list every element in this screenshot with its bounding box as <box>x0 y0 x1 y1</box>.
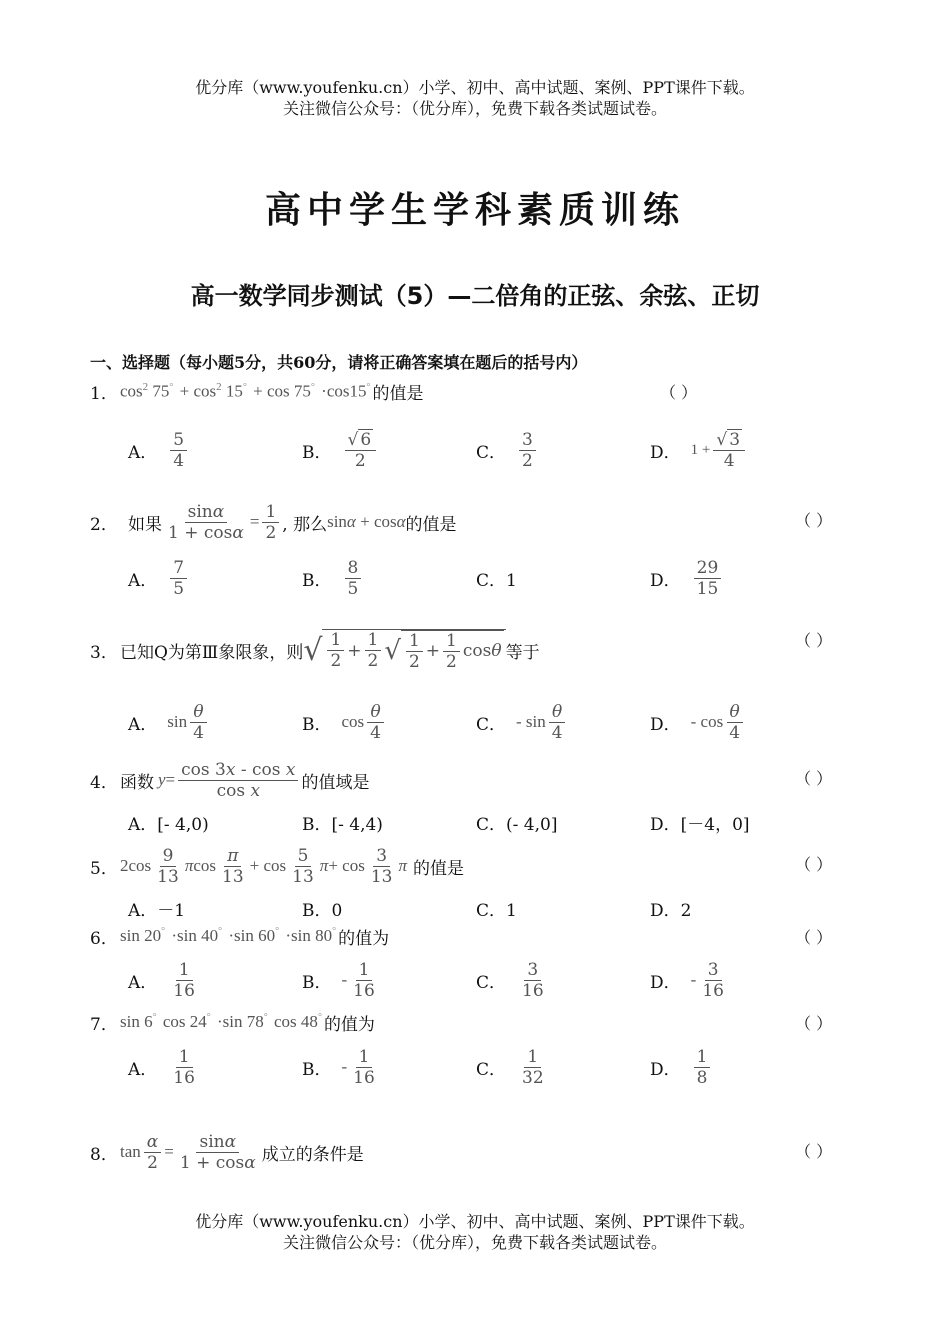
question-number: 7． <box>90 1014 118 1035</box>
option-d: D． - cos $\frac{\theta}{4}$ <box>650 697 746 747</box>
question-2: 2． 如果 $\frac{\sin\alpha}{1 + \cos\alpha}$ = $\frac{1}{2}$ , 那么 sinα + cosα 的值是 <box>90 501 457 543</box>
answer-bracket: （ ） <box>795 1014 833 1033</box>
question-1-expression: $\cos^2 75^\circ + \cos^2 15^\circ + \cos 75^\circ \cdot\cos 15^\circ$ <box>120 380 371 401</box>
answer-bracket: （ ） <box>795 855 833 874</box>
question-7: 7． sin 6° cos 24° ·sin 78° cos 48° 的值为 <box>90 1004 375 1040</box>
question-4: 4． 函数 y = $\frac{\text{cos 3x - cos x}}{\text{cos x}}$ 的值域是 <box>90 759 370 801</box>
option-a: A．－1 <box>128 900 186 921</box>
option-a: A． $\frac{1}{16}$ <box>128 959 195 1001</box>
question-number: 8． <box>90 1144 118 1165</box>
option-b: B． cos $\frac{\theta}{4}$ <box>302 697 387 747</box>
option-d: D． 1 + √ 3 4 <box>650 425 748 475</box>
question-number: 2． <box>90 514 118 535</box>
footer-line-1: 优分库（www.youfenku.cn）小学、初中、高中试题、案例、PPT课件下载。 <box>195 1212 755 1231</box>
answer-bracket: （ ） <box>660 383 698 402</box>
header-line-2: 关注微信公众号：（优分库），免费下载各类试题试卷。 <box>282 99 667 118</box>
option-a: A． sin $\frac{\theta}{4}$ <box>128 697 210 747</box>
option-d: D． $\frac{1}{8}$ <box>650 1042 713 1092</box>
question-3: 3． 已知Q为第Ⅲ象限象，则 √ $\frac{1}{2}$ + $\frac{1}{2}$ √ $\frac{1}{2}$ + $\frac{1}{2}$ cos θ 等于 <box>90 630 540 672</box>
question-text: 已知Q为第Ⅲ象限象，则 <box>120 642 304 663</box>
option-d: D． $\frac{29}{15}$ <box>650 553 724 603</box>
question-number: 3． <box>90 642 118 663</box>
option-b: B． - $\frac{1}{16}$ <box>302 959 375 1001</box>
answer-bracket: （ ） <box>795 631 833 650</box>
page-title: 高中学生学科素质训练 <box>264 190 685 231</box>
option-c: C． - sin $\frac{\theta}{4}$ <box>476 697 569 747</box>
option-b: B．[- 4,4) <box>302 814 383 835</box>
question-number: 5． <box>90 858 118 879</box>
option-c: C． $\frac{1}{32}$ <box>476 1046 544 1088</box>
answer-bracket: （ ） <box>795 511 833 530</box>
option-c: C．1 <box>476 570 517 591</box>
question-number: 6． <box>90 928 118 949</box>
page-subtitle: 高一数学同步测试（5）—二倍角的正弦、余弦、正切 <box>190 282 760 310</box>
answer-bracket: （ ） <box>795 1142 833 1161</box>
option-c: C． $\frac{3}{16}$ <box>476 959 544 1001</box>
question-number: 1． <box>90 383 118 404</box>
question-5: 5． 2cos $\frac{9}{13}$ π cos $\frac{\pi}{13}$ + cos $\frac{5}{13}$ π + cos $\frac{3}{13}$ π 的值是 <box>90 845 464 887</box>
option-b: B．0 <box>302 900 343 921</box>
option-b: B． - $\frac{1}{16}$ <box>302 1046 375 1088</box>
answer-bracket: （ ） <box>795 769 833 788</box>
header-line-1: 优分库（www.youfenku.cn）小学、初中、高中试题、案例、PPT课件下载。 <box>195 78 755 97</box>
option-c: C．(- 4,0] <box>476 814 558 835</box>
footer-line-2: 关注微信公众号：（优分库），免费下载各类试题试卷。 <box>282 1233 667 1252</box>
option-a: A． $\frac{5}{4}$ <box>128 425 190 475</box>
question-8: 8． tan $\frac{\alpha}{2}$ = $\frac{\sin\alpha}{1 + \cos\alpha}$ 成立的条件是 <box>90 1131 364 1173</box>
question-6: 6． sin 20° ·sin 40° ·sin 60° ·sin 80° 的值为 <box>90 918 389 954</box>
section-heading: 一、选择题（每小题5分，共60分，请将正确答案填在题后的括号内） <box>90 353 588 372</box>
option-d: D．[－4，0] <box>650 814 750 835</box>
question-1 <box>90 373 424 409</box>
question-text: 函数 <box>120 772 154 793</box>
option-c: C． $\frac{3}{2}$ <box>476 425 539 475</box>
option-c: C．1 <box>476 900 517 921</box>
answer-bracket: （ ） <box>795 928 833 947</box>
question-text: 如果 <box>128 514 162 535</box>
question-number: 4． <box>90 772 118 793</box>
option-a: A． $\frac{1}{16}$ <box>128 1046 195 1088</box>
option-b: B． √ 6 2 <box>302 425 379 475</box>
option-d: D．2 <box>650 900 692 921</box>
question-text: 的值是 <box>372 383 424 404</box>
option-d: D． - $\frac{3}{16}$ <box>650 959 724 1001</box>
option-a: A．[- 4,0) <box>128 814 209 835</box>
option-a: A． $\frac{7}{5}$ <box>128 553 190 603</box>
option-b: B． $\frac{8}{5}$ <box>302 553 364 603</box>
